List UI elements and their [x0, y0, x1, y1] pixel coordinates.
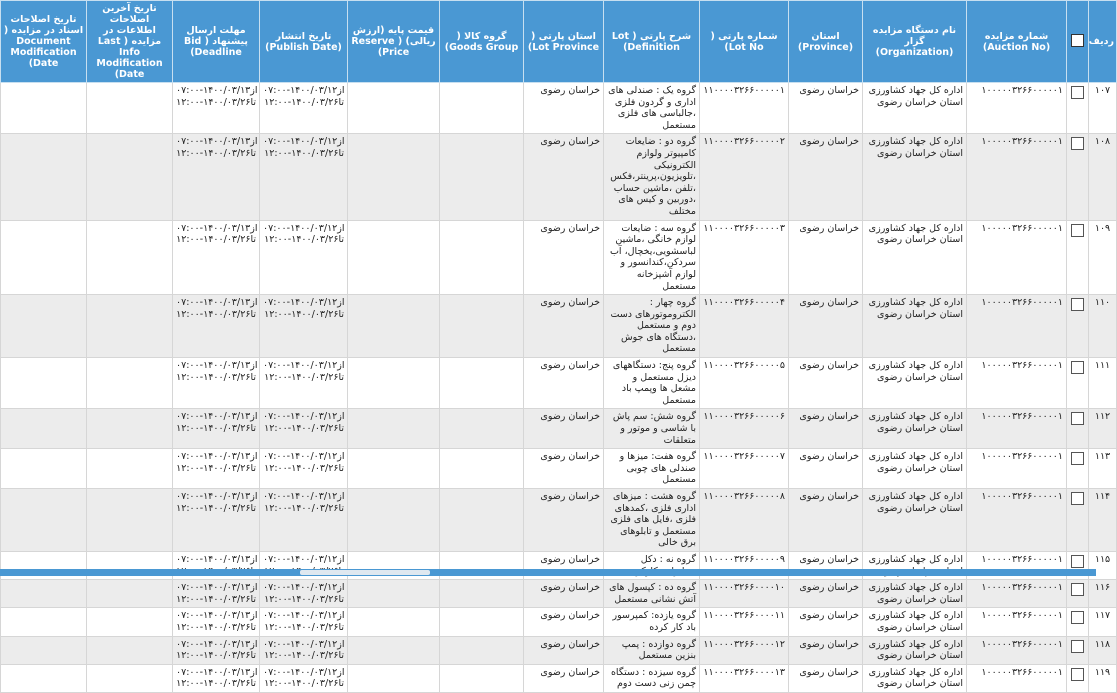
province: خراسان رضوی: [789, 636, 863, 664]
province: خراسان رضوی: [789, 449, 863, 489]
reserve-price: [348, 83, 440, 134]
bid-deadline: [173, 409, 260, 449]
header-doc-mod[interactable]: تاریخ اصلاحات اسناد در مزایده ( Document Modification Date): [1, 1, 87, 83]
last-info-mod-date: [87, 636, 173, 664]
reserve-price: [348, 449, 440, 489]
publish-date: [260, 220, 348, 295]
goods-group: [440, 664, 524, 692]
select-all-checkbox[interactable]: [1071, 34, 1084, 47]
header-publish-date[interactable]: تاریخ انتشار (Publish Date): [260, 1, 348, 83]
province: خراسان رضوی: [789, 295, 863, 358]
row-number: ۱۱۸: [1089, 636, 1117, 664]
bid-to: تا۱۴۰۰/۰۳/۲۶-۱۲:۰۰: [176, 423, 256, 435]
row-number: ۱۱۵: [1089, 551, 1117, 579]
goods-group: [440, 134, 524, 220]
lot-definition: گروه شش: سم پاش با شاسی و موتور و متعلقات: [604, 409, 700, 449]
organization-name: اداره کل جهاد کشاورزی استان خراسان رضوی: [863, 608, 967, 636]
publish-to: تا۱۴۰۰/۰۳/۲۶-۱۲:۰۰: [264, 234, 344, 246]
lot-province: خراسان رضوی: [524, 580, 604, 608]
row-number: ۱۱۲: [1089, 409, 1117, 449]
lot-province: خراسان رضوی: [524, 220, 604, 295]
bid-deadline: [173, 580, 260, 608]
table-row[interactable]: [1, 295, 1117, 358]
bid-to: تا۱۴۰۰/۰۳/۲۶-۱۲:۰۰: [176, 678, 256, 690]
last-info-mod-date: [87, 608, 173, 636]
organization-name: اداره کل جهاد کشاورزی استان خراسان رضوی: [863, 580, 967, 608]
publish-date: [260, 664, 348, 692]
row-checkbox[interactable]: [1071, 583, 1084, 596]
bid-deadline: [173, 220, 260, 295]
bottom-scroll-bar: [0, 569, 1096, 576]
row-checkbox[interactable]: [1071, 640, 1084, 653]
publish-date: [260, 489, 348, 552]
bid-from: از۱۴۰۰/۰۳/۱۳-۰۷:۰۰: [176, 582, 258, 594]
lot-definition: گروه پنج: دستگاههای دیزل مستعمل و مشعل ها وپمپ باد مستعمل: [604, 358, 700, 409]
row-checkbox[interactable]: [1071, 412, 1084, 425]
lot-number[interactable]: ۱۱۰۰۰۰۳۲۶۶۰۰۰۰۱۰: [700, 580, 789, 608]
auction-number[interactable]: ۱۰۰۰۰۰۳۲۶۶۰۰۰۰۰۱: [967, 83, 1067, 134]
header-province[interactable]: استان (Province): [789, 1, 863, 83]
row-select-cell[interactable]: [1067, 358, 1089, 409]
publish-from: از۱۴۰۰/۰۳/۱۲-۰۷:۰۰: [263, 582, 345, 594]
row-number: ۱۱۷: [1089, 608, 1117, 636]
row-checkbox[interactable]: [1071, 361, 1084, 374]
auction-number[interactable]: ۱۰۰۰۰۰۳۲۶۶۰۰۰۰۰۱: [967, 295, 1067, 358]
province: خراسان رضوی: [789, 134, 863, 220]
bid-deadline: [173, 358, 260, 409]
lot-province: خراسان رضوی: [524, 664, 604, 692]
bid-to: تا۱۴۰۰/۰۳/۲۶-۱۲:۰۰: [176, 593, 256, 605]
table-row[interactable]: [1, 636, 1117, 664]
auction-number[interactable]: ۱۰۰۰۰۰۳۲۶۶۰۰۰۰۰۱: [967, 134, 1067, 220]
publish-from: از۱۴۰۰/۰۳/۱۲-۰۷:۰۰: [263, 491, 345, 502]
bid-to: تا۱۴۰۰/۰۳/۲۶-۱۲:۰۰: [176, 621, 256, 633]
auction-number[interactable]: ۱۰۰۰۰۰۳۲۶۶۰۰۰۰۰۱: [967, 220, 1067, 295]
last-info-mod-date: [87, 295, 173, 358]
goods-group: [440, 489, 524, 552]
organization-name: اداره کل جهاد کشاورزی استان خراسان رضوی: [863, 83, 967, 134]
header-lot-no[interactable]: شماره پارتی ( Lot No): [700, 1, 789, 83]
lot-definition: گروه یازده: کمپرسور باد کار کرده: [604, 608, 700, 636]
bid-from: از۱۴۰۰/۰۳/۱۳-۰۷:۰۰: [176, 491, 258, 502]
last-info-mod-date: [87, 83, 173, 134]
lot-number[interactable]: ۱۱۰۰۰۰۳۲۶۶۰۰۰۰۰۵: [700, 358, 789, 409]
bid-to: تا۱۴۰۰/۰۳/۲۶-۱۲:۰۰: [176, 462, 256, 474]
goods-group: [440, 449, 524, 489]
table-row[interactable]: [1, 664, 1117, 692]
auction-number[interactable]: ۱۰۰۰۰۰۳۲۶۶۰۰۰۰۰۱: [967, 580, 1067, 608]
row-checkbox[interactable]: [1071, 452, 1084, 465]
last-info-mod-date: [87, 449, 173, 489]
publish-from: از۱۴۰۰/۰۳/۱۲-۰۷:۰۰: [263, 222, 345, 234]
province: خراسان رضوی: [789, 664, 863, 692]
header-last-info-mod[interactable]: تاریخ آخرین اصلاحات اطلاعات در مزایده ( Last Info Modification Date): [87, 1, 173, 83]
organization-name: اداره کل جهاد کشاورزی استان خراسان رضوی: [863, 636, 967, 664]
goods-group: [440, 409, 524, 449]
row-checkbox[interactable]: [1071, 668, 1084, 681]
row-number: ۱۱۱: [1089, 358, 1117, 409]
bid-deadline: [173, 636, 260, 664]
publish-from: از۱۴۰۰/۰۳/۱۲-۰۷:۰۰: [263, 638, 345, 650]
last-info-mod-date: [87, 580, 173, 608]
lot-province: خراسان رضوی: [524, 358, 604, 409]
row-checkbox[interactable]: [1071, 611, 1084, 624]
doc-mod-date: [1, 134, 87, 220]
table-row[interactable]: [1, 83, 1117, 134]
bid-from: از۱۴۰۰/۰۳/۱۳-۰۷:۰۰: [176, 666, 258, 678]
table-header-row: [1, 1, 1117, 83]
table-row[interactable]: [1, 489, 1117, 552]
publish-date: [260, 580, 348, 608]
lot-number[interactable]: ۱۱۰۰۰۰۳۲۶۶۰۰۰۰۱۱: [700, 608, 789, 636]
lot-province: خراسان رضوی: [524, 134, 604, 220]
publish-to: تا۱۴۰۰/۰۳/۲۶-۱۲:۰۰: [264, 96, 344, 108]
table-row[interactable]: [1, 608, 1117, 636]
header-lot-definition[interactable]: شرح پارتی ( Lot Definition): [604, 1, 700, 83]
publish-from: از۱۴۰۰/۰۳/۱۲-۰۷:۰۰: [263, 610, 345, 622]
header-reserve-price[interactable]: قیمت پایه (ارزش ریالی) ( Reserve Price): [348, 1, 440, 83]
publish-to: تا۱۴۰۰/۰۳/۲۶-۱۲:۰۰: [264, 371, 344, 383]
last-info-mod-date: [87, 409, 173, 449]
doc-mod-date: [1, 580, 87, 608]
table-row[interactable]: [1, 449, 1117, 489]
lot-number[interactable]: ۱۱۰۰۰۰۳۲۶۶۰۰۰۰۰۳: [700, 220, 789, 295]
lot-definition: گروه نه : دکل: [604, 551, 700, 579]
row-select-cell[interactable]: [1067, 83, 1089, 134]
bid-to: تا۱۴۰۰/۰۳/۲۶-۱۲:۰۰: [176, 502, 256, 514]
province: خراسان رضوی: [789, 409, 863, 449]
row-number: ۱۱۹: [1089, 664, 1117, 692]
organization-name: اداره کل جهاد کشاورزی: [863, 551, 967, 579]
lot-definition: گروه یک : صندلی های اداری و گردون فلزی ،جالباسی های فلزی مستعمل: [604, 83, 700, 134]
goods-group: [440, 636, 524, 664]
bid-from: از۱۴۰۰/۰۳/۱۳-۰۷:۰۰: [176, 411, 258, 423]
lot-number[interactable]: ۱۱۰۰۰۰۳۲۶۶۰۰۰۰۱۳: [700, 664, 789, 692]
province: خراسان رضوی: [789, 580, 863, 608]
goods-group: [440, 608, 524, 636]
auction-number[interactable]: ۱۰۰۰۰۰۳۲۶۶۰۰۰۰۰۱: [967, 489, 1067, 552]
publish-to: تا۱۴۰۰/۰۳/۲۶-۱۲:۰۰: [264, 650, 344, 662]
row-select-cell[interactable]: [1067, 134, 1089, 220]
doc-mod-date: [1, 83, 87, 134]
row-select-cell[interactable]: [1067, 580, 1089, 608]
reserve-price: [348, 134, 440, 220]
goods-group: [440, 295, 524, 358]
lot-definition: گروه دوازده : پمپ بنزین مستعمل: [604, 636, 700, 664]
last-info-mod-date: [87, 489, 173, 552]
header-auction-no[interactable]: شماره مزایده (Auction No): [967, 1, 1067, 83]
row-select-cell[interactable]: [1067, 608, 1089, 636]
bid-deadline: [173, 295, 260, 358]
province: خراسان رضوی: [789, 358, 863, 409]
publish-date: [260, 449, 348, 489]
lot-definition: گروه هفت: میزها و صندلی های چوبی مستعمل: [604, 449, 700, 489]
lot-province: خراسان رضوی: [524, 608, 604, 636]
bid-from: از۱۴۰۰/۰۳/۱۳-۰۷:۰۰: [176, 610, 258, 622]
row-select-cell[interactable]: [1067, 489, 1089, 552]
last-info-mod-date: [87, 220, 173, 295]
province: خراسان رضوی: [789, 551, 863, 579]
bid-from: از۱۴۰۰/۰۳/۱۳-۰۷:۰۰: [176, 136, 258, 148]
lot-number[interactable]: ۱۱۰۰۰۰۳۲۶۶۰۰۰۰۰۴: [700, 295, 789, 358]
publish-from: از۱۴۰۰/۰۳/۱۲-۰۷:۰۰: [263, 451, 345, 463]
bid-to: تا۱۴۰۰/۰۳/۲۶-۱۲:۰۰: [176, 96, 256, 108]
lot-number[interactable]: ۱۱۰۰۰۰۳۲۶۶۰۰۰۰۰۶: [700, 409, 789, 449]
reserve-price: [348, 636, 440, 664]
lot-number[interactable]: ۱۱۰۰۰۰۳۲۶۶۰۰۰۰۰۲: [700, 134, 789, 220]
bid-to: تا۱۴۰۰/۰۳/۲۶-۱۲:۰۰: [176, 371, 256, 383]
province: خراسان رضوی: [789, 220, 863, 295]
bid-from: از۱۴۰۰/۰۳/۱۳-۰۷:۰۰: [176, 222, 258, 234]
bid-from: از۱۴۰۰/۰۳/۱۳-۰۷:۰۰: [176, 451, 258, 463]
bid-from: از۱۴۰۰/۰۳/۱۳-۰۷:۰۰: [176, 553, 258, 565]
doc-mod-date: [1, 608, 87, 636]
publish-to: تا۱۴۰۰/۰۳/۲۶-۱۲:۰۰: [264, 621, 344, 633]
reserve-price: [348, 409, 440, 449]
table-row[interactable]: [1, 409, 1117, 449]
publish-to: تا۱۴۰۰/۰۳/۲۶-۱۲:۰۰: [264, 678, 344, 690]
lot-definition: گروه ده : کپسول های آتش نشانی مستعمل: [604, 580, 700, 608]
bid-deadline: [173, 449, 260, 489]
bid-deadline: [173, 664, 260, 692]
bid-to: تا۱۴۰۰/۰۳/۲۶-۱۲:۰۰: [176, 147, 256, 159]
bid-deadline: [173, 134, 260, 220]
bid-deadline: [173, 608, 260, 636]
bid-from: از۱۴۰۰/۰۳/۱۳-۰۷:۰۰: [176, 297, 258, 309]
doc-mod-date: [1, 358, 87, 409]
row-number: ۱۰۸: [1089, 134, 1117, 220]
row-checkbox[interactable]: [1071, 298, 1084, 311]
province: خراسان رضوی: [789, 608, 863, 636]
lot-number[interactable]: ۱۱۰۰۰۰۳۲۶۶۰۰۰۰۰۱: [700, 83, 789, 134]
publish-from: از۱۴۰۰/۰۳/۱۲-۰۷:۰۰: [263, 85, 345, 96]
organization-name: اداره کل جهاد کشاورزی استان خراسان رضوی: [863, 664, 967, 692]
bid-to: تا۱۴۰۰/۰۳/۲۶-۱۲:۰۰: [176, 308, 256, 320]
header-bid-deadline[interactable]: مهلت ارسال پیشنهاد ( Bid Deadline): [173, 1, 260, 83]
reserve-price: [348, 664, 440, 692]
publish-date: [260, 409, 348, 449]
row-number: ۱۱۶: [1089, 580, 1117, 608]
publish-from: از۱۴۰۰/۰۳/۱۲-۰۷:۰۰: [263, 666, 345, 678]
auction-number[interactable]: ۱۰۰۰۰۰۳۲۶۶۰۰۰۰۰۱: [967, 409, 1067, 449]
row-checkbox[interactable]: [1071, 224, 1084, 237]
row-select-cell[interactable]: [1067, 636, 1089, 664]
publish-from: از۱۴۰۰/۰۳/۱۲-۰۷:۰۰: [263, 360, 345, 372]
publish-to: تا۱۴۰۰/۰۳/۲۶-۱۲:۰۰: [264, 502, 344, 514]
auction-number[interactable]: ۱۰۰۰۰۰۳۲۶۶۰۰۰۰۰۱: [967, 664, 1067, 692]
goods-group: [440, 83, 524, 134]
table-body: [1, 83, 1117, 693]
doc-mod-date: [1, 409, 87, 449]
organization-name: اداره کل جهاد کشاورزی استان خراسان رضوی: [863, 220, 967, 295]
publish-from: از۱۴۰۰/۰۳/۱۲-۰۷:۰۰: [263, 411, 345, 423]
reserve-price: [348, 220, 440, 295]
publish-to: تا۱۴۰۰/۰۳/۲۶-۱۲:۰۰: [264, 462, 344, 474]
horizontal-scrollbar-thumb[interactable]: [300, 570, 430, 575]
publish-date: [260, 608, 348, 636]
header-goods-group[interactable]: گروه کالا ( Goods Group): [440, 1, 524, 83]
organization-name: اداره کل جهاد کشاورزی استان خراسان رضوی: [863, 134, 967, 220]
bid-to: تا۱۴۰۰/۰۳/۲۶-۱۲:۰۰: [176, 650, 256, 662]
publish-date: [260, 636, 348, 664]
lot-number[interactable]: ۱۱۰۰۰۰۳۲۶۶۰۰۰۰۱۲: [700, 636, 789, 664]
reserve-price: [348, 580, 440, 608]
row-select-cell[interactable]: [1067, 220, 1089, 295]
doc-mod-date: [1, 295, 87, 358]
row-number: ۱۱۰: [1089, 295, 1117, 358]
row-checkbox[interactable]: [1071, 137, 1084, 150]
header-organization[interactable]: نام دستگاه مزایده گزار (Organization): [863, 1, 967, 83]
row-number: ۱۱۴: [1089, 489, 1117, 552]
publish-date: [260, 295, 348, 358]
bid-from: از۱۴۰۰/۰۳/۱۳-۰۷:۰۰: [176, 360, 258, 372]
bid-deadline: [173, 83, 260, 134]
organization-name: اداره کل جهاد کشاورزی استان خراسان رضوی: [863, 489, 967, 552]
auction-number[interactable]: ۱۰۰۰۰۰۳۲۶۶۰۰۰۰۰۱: [967, 358, 1067, 409]
reserve-price: [348, 489, 440, 552]
lot-number[interactable]: ۱۱۰۰۰۰۳۲۶۶۰۰۰۰۰۸: [700, 489, 789, 552]
doc-mod-date: [1, 449, 87, 489]
lot-definition: گروه سیزده : دستگاه چمن زنی دست دوم: [604, 664, 700, 692]
lot-province: خراسان رضوی: [524, 449, 604, 489]
bid-deadline: [173, 489, 260, 552]
auction-number[interactable]: ۱۰۰۰۰۰۳۲۶۶۰۰۰۰۰۱: [967, 608, 1067, 636]
lot-province: خراسان رضوی: [524, 409, 604, 449]
doc-mod-date: [1, 636, 87, 664]
header-select-all[interactable]: [1067, 1, 1089, 83]
publish-to: تا۱۴۰۰/۰۳/۲۶-۱۲:۰۰: [264, 593, 344, 605]
publish-date: [260, 134, 348, 220]
lot-number[interactable]: ۱۱۰۰۰۰۳۲۶۶۰۰۰۰۰۷: [700, 449, 789, 489]
goods-group: [440, 580, 524, 608]
publish-from: از۱۴۰۰/۰۳/۱۲-۰۷:۰۰: [263, 136, 345, 148]
row-select-cell[interactable]: [1067, 409, 1089, 449]
publish-date: [260, 83, 348, 134]
last-info-mod-date: [87, 358, 173, 409]
auction-number[interactable]: ۱۰۰۰۰۰۳۲۶۶۰۰۰۰۰۱: [967, 449, 1067, 489]
doc-mod-date: [1, 664, 87, 692]
table-row[interactable]: [1, 134, 1117, 220]
province: خراسان رضوی: [789, 83, 863, 134]
publish-from: از۱۴۰۰/۰۳/۱۲-۰۷:۰۰: [263, 297, 345, 309]
lot-province: خراسان رضوی: [524, 83, 604, 134]
organization-name: اداره کل جهاد کشاورزی استان خراسان رضوی: [863, 358, 967, 409]
lot-province: خراسان رضوی: [524, 295, 604, 358]
lot-province: خراسان رضوی: [524, 636, 604, 664]
row-checkbox[interactable]: [1071, 555, 1084, 568]
row-select-cell[interactable]: [1067, 664, 1089, 692]
lot-definition: گروه هشت : میزهای اداری فلزی ،کمدهای فلزی ،فایل های فلزی مستعمل و تابلوهای برق خالی: [604, 489, 700, 552]
row-select-cell[interactable]: [1067, 449, 1089, 489]
doc-mod-date: [1, 220, 87, 295]
header-row-number: ردیف: [1089, 1, 1117, 83]
last-info-mod-date: [87, 134, 173, 220]
doc-mod-date: [1, 489, 87, 552]
publish-from: از۱۴۰۰/۰۳/۱۲-۰۷:۰۰: [263, 553, 345, 565]
goods-group: [440, 220, 524, 295]
bid-from: از۱۴۰۰/۰۳/۱۳-۰۷:۰۰: [176, 85, 258, 96]
lot-province: خراسان رضوی: [524, 551, 604, 579]
publish-date: [260, 358, 348, 409]
bid-to: تا۱۴۰۰/۰۳/۲۶-۱۲:۰۰: [176, 234, 256, 246]
publish-to: تا۱۴۰۰/۰۳/۲۶-۱۲:۰۰: [264, 423, 344, 435]
lot-definition: گروه دو : ضایعات کامپیوتر ولوازم الکترونیکی ،تلویزیون،پرینتر،فکس ،تلفن ،ماشین حساب ،دوربین و کیس های مختلف: [604, 134, 700, 220]
publish-to: تا۱۴۰۰/۰۳/۲۶-۱۲:۰۰: [264, 308, 344, 320]
auction-number[interactable]: ۱۰۰۰۰۰۳۲۶۶۰۰۰۰۰۱: [967, 636, 1067, 664]
lot-definition: گروه چهار : الکتروموتورهای دست دوم و مستعمل ،دستگاه های جوش مستعمل: [604, 295, 700, 358]
table-row[interactable]: [1, 580, 1117, 608]
lot-definition: گروه سه : ضایعات لوازم خانگی ،ماشین لباسشویی،یخچال، آب سردکن،کندانسور و لوازم آشپزخانه مستعمل: [604, 220, 700, 295]
lot-province: خراسان رضوی: [524, 489, 604, 552]
publish-to: تا۱۴۰۰/۰۳/۲۶-۱۲:۰۰: [264, 147, 344, 159]
bid-from: از۱۴۰۰/۰۳/۱۳-۰۷:۰۰: [176, 638, 258, 650]
auction-number[interactable]: ۱۰۰۰۰۰۳۲۶۶۰۰۰۰۰۱: [967, 551, 1067, 579]
row-number: ۱۱۳: [1089, 449, 1117, 489]
row-checkbox[interactable]: [1071, 86, 1084, 99]
header-lot-province[interactable]: استان پارتی ( Lot Province): [524, 1, 604, 83]
table-row[interactable]: [1, 220, 1117, 295]
organization-name: اداره کل جهاد کشاورزی استان خراسان رضوی: [863, 409, 967, 449]
reserve-price: [348, 358, 440, 409]
reserve-price: [348, 608, 440, 636]
organization-name: اداره کل جهاد کشاورزی استان خراسان رضوی: [863, 449, 967, 489]
row-checkbox[interactable]: [1071, 492, 1084, 505]
row-number: ۱۰۷: [1089, 83, 1117, 134]
province: خراسان رضوی: [789, 489, 863, 552]
table-row[interactable]: [1, 358, 1117, 409]
reserve-price: [348, 295, 440, 358]
lot-number[interactable]: ۱۱۰۰۰۰۳۲۶۶۰۰۰۰۰۹: [700, 551, 789, 579]
goods-group: [440, 358, 524, 409]
last-info-mod-date: [87, 664, 173, 692]
row-select-cell[interactable]: [1067, 295, 1089, 358]
organization-name: اداره کل جهاد کشاورزی استان خراسان رضوی: [863, 295, 967, 358]
row-number: ۱۰۹: [1089, 220, 1117, 295]
